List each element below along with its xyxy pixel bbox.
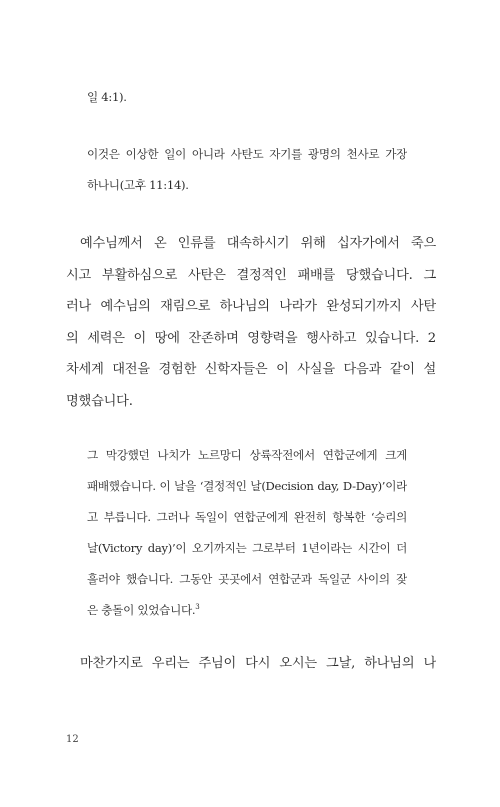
paragraph-line: 예수님께서 온 인류를 대속하시기 위해 십자가에서 죽으 (80, 236, 436, 251)
quote-line: 일 4:1). (87, 90, 127, 104)
paragraph-line: 명했습니다. (66, 393, 133, 409)
quote-line: 날(Victory day)’이 오기까지는 그로부터 1년이라는 시간이 더 (87, 541, 407, 555)
quote-line: 이것은 이상한 일이 아니라 사탄도 자기를 광명의 천사로 가장 (87, 147, 407, 161)
paragraph-line: 러나 예수님의 재림으로 하나님의 나라가 완성되기까지 사탄 (66, 299, 436, 315)
quote-line: 흘러야 했습니다. 그동안 곳곳에서 연합군과 독일군 사이의 잦 (87, 572, 407, 586)
paragraph-line: 차세계 대전을 경험한 신학자들은 이 사실을 다음과 같이 설 (66, 362, 436, 378)
body-paragraph (66, 648, 436, 680)
quote-continuation (87, 82, 407, 113)
quote-last-line (87, 595, 407, 626)
paragraph-line: 시고 부활하심으로 사탄은 결정적인 패배를 당했습니다. 그 (66, 267, 436, 283)
quote-line: 그 막강했던 나치가 노르망디 상륙작전에서 연합군에게 크게 (87, 448, 407, 462)
quote-line-text: 은 충돌이 있었습니다. (87, 603, 196, 617)
footnote-marker: 3 (195, 603, 200, 612)
page-number: 12 (66, 734, 79, 745)
quote-block (87, 440, 407, 626)
quote-line: 고 부릅니다. 그러나 독일이 연합군에게 완전히 항복한 ‘승리의 (87, 510, 407, 524)
paragraph-line: 마찬가지로 우리는 주님이 다시 오시는 그날, 하나님의 나 (80, 656, 436, 671)
body-paragraph (66, 228, 436, 418)
quote-block (87, 139, 407, 201)
quote-line: 패배했습니다. 이 날을 ‘결정적인 날(Decision day, D-Day)’이라 (87, 479, 407, 493)
quote-line: 하나니(고후 11:14). (87, 178, 189, 192)
paragraph-line: 의 세력은 이 땅에 잔존하며 영향력을 행사하고 있습니다. 2 (66, 330, 436, 346)
